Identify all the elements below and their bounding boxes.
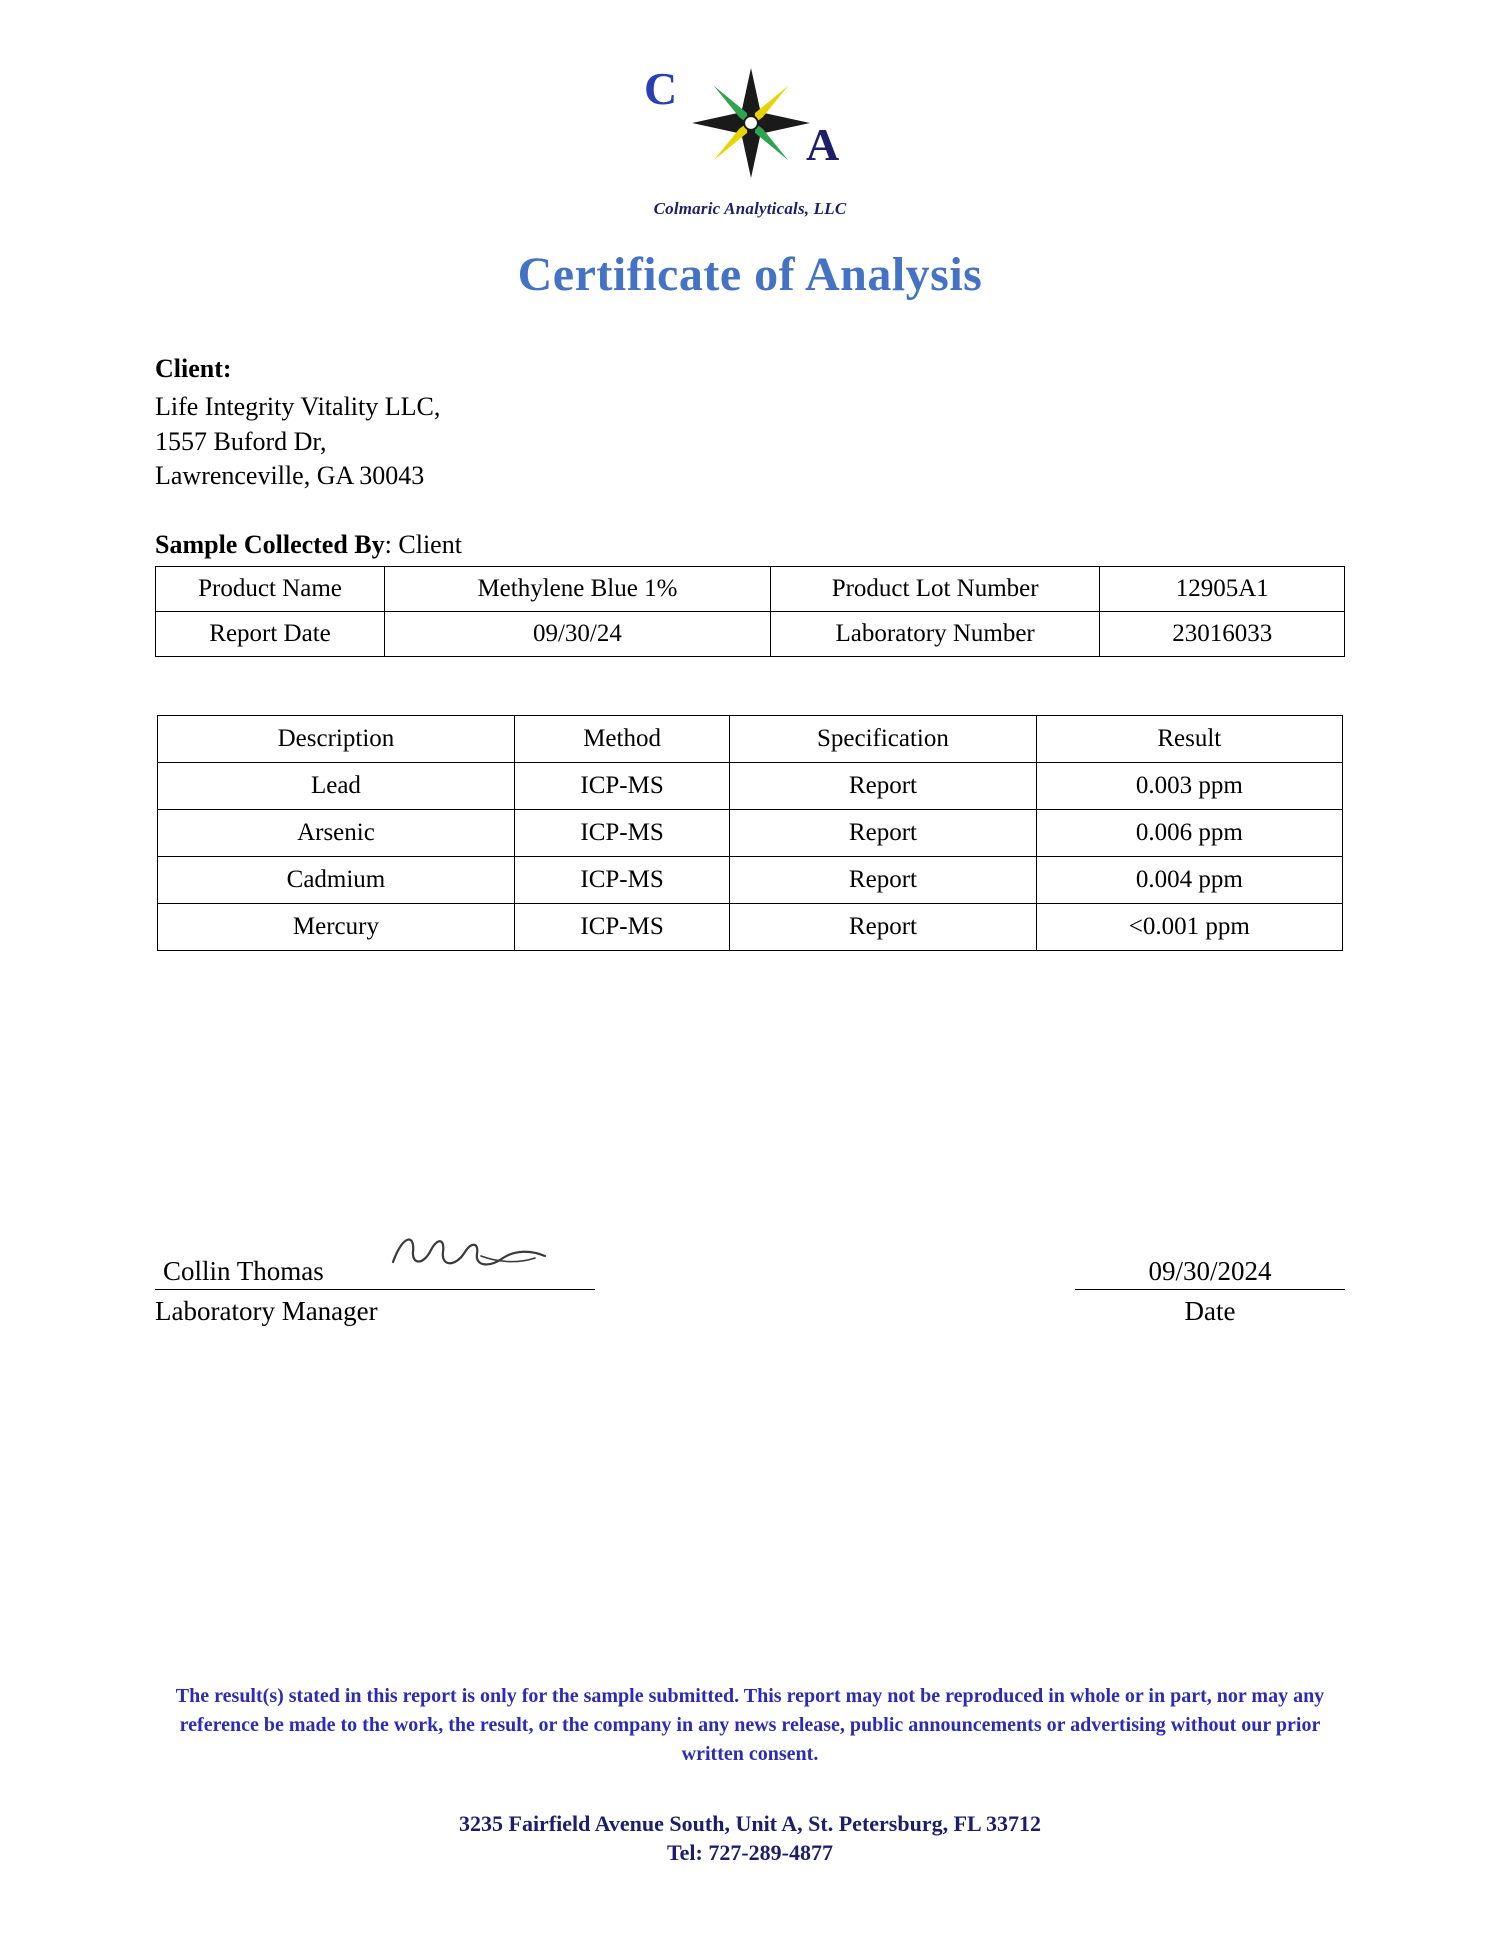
cell-specification: Report (730, 903, 1036, 950)
client-address-line-3: Lawrenceville, GA 30043 (155, 461, 425, 491)
cell-method: ICP-MS (514, 856, 729, 903)
cell-specification: Report (730, 809, 1036, 856)
logo-company-name: Colmaric Analyticals, LLC (653, 199, 847, 218)
table-row (158, 903, 1343, 950)
footer-disclaimer: The result(s) stated in this report is only for the sample submitted. This report may not be reproduced in whole or in part, nor may any reference be made to the work, the result, or the company in any news release, public announcements or advertising without our prior written consent. (175, 1684, 1325, 1765)
laboratory-number-label: Laboratory Number (770, 611, 1100, 656)
signature-section (0, 1256, 1500, 1327)
sample-collected-by-value: : Client (384, 529, 462, 559)
cell-description: Mercury (158, 903, 515, 950)
signature-date: 09/30/2024 (1075, 1256, 1345, 1290)
sample-info-table (155, 566, 1345, 657)
signature-right (1075, 1256, 1345, 1327)
logo-letter-a: A (806, 119, 840, 170)
signature-row (155, 1256, 1345, 1327)
table-row (158, 762, 1343, 809)
page-title: Certificate of Analysis (517, 248, 983, 301)
report-date-value: 09/30/24 (385, 611, 771, 656)
signature-date-label: Date (1184, 1295, 1236, 1326)
sample-collected-by-label: Sample Collected By (155, 529, 385, 559)
cell-method: ICP-MS (514, 762, 729, 809)
client-address-line-2: 1557 Buford Dr, (155, 426, 327, 456)
signature-title: Laboratory Manager (155, 1295, 378, 1326)
document-body (0, 354, 1500, 951)
logo-letter-c: C (644, 63, 678, 114)
cell-result: 0.003 ppm (1036, 762, 1342, 809)
header-specification: Specification (730, 715, 1036, 762)
table-row (156, 566, 1345, 611)
cell-description: Lead (158, 762, 515, 809)
signature-name: Collin Thomas (155, 1256, 595, 1290)
header-result: Result (1036, 715, 1342, 762)
table-row (156, 611, 1345, 656)
cell-description: Cadmium (158, 856, 515, 903)
logo-mark (630, 60, 870, 200)
cell-result: 0.004 ppm (1036, 856, 1342, 903)
client-label: Client: (155, 354, 232, 383)
signature-left (155, 1256, 595, 1327)
logo-block (0, 0, 1500, 219)
cell-specification: Report (730, 856, 1036, 903)
table-row (158, 856, 1343, 903)
cell-method: ICP-MS (514, 903, 729, 950)
results-table (157, 715, 1343, 951)
footer-phone: Tel: 727-289-4877 (666, 1840, 833, 1866)
cell-description: Arsenic (158, 809, 515, 856)
product-lot-number-value: 12905A1 (1100, 566, 1345, 611)
product-lot-number-label: Product Lot Number (770, 566, 1100, 611)
laboratory-number-value: 23016033 (1100, 611, 1345, 656)
header-method: Method (514, 715, 729, 762)
cell-result: <0.001 ppm (1036, 903, 1342, 950)
cell-specification: Report (730, 762, 1036, 809)
compass-star-icon (692, 68, 810, 178)
header-description: Description (158, 715, 515, 762)
results-section (155, 715, 1345, 951)
footer-address: 3235 Fairfield Avenue South, Unit A, St. Petersburg, FL 33712 (459, 1810, 1041, 1836)
footer (0, 1682, 1500, 1868)
table-header-row (158, 715, 1343, 762)
sample-collected-by (155, 530, 1345, 560)
report-date-label: Report Date (156, 611, 385, 656)
cell-result: 0.006 ppm (1036, 809, 1342, 856)
client-address-line-1: Life Integrity Vitality LLC, (155, 392, 441, 421)
table-row (158, 809, 1343, 856)
cell-method: ICP-MS (514, 809, 729, 856)
product-name-value: Methylene Blue 1% (385, 566, 771, 611)
product-name-label: Product Name (156, 566, 385, 611)
